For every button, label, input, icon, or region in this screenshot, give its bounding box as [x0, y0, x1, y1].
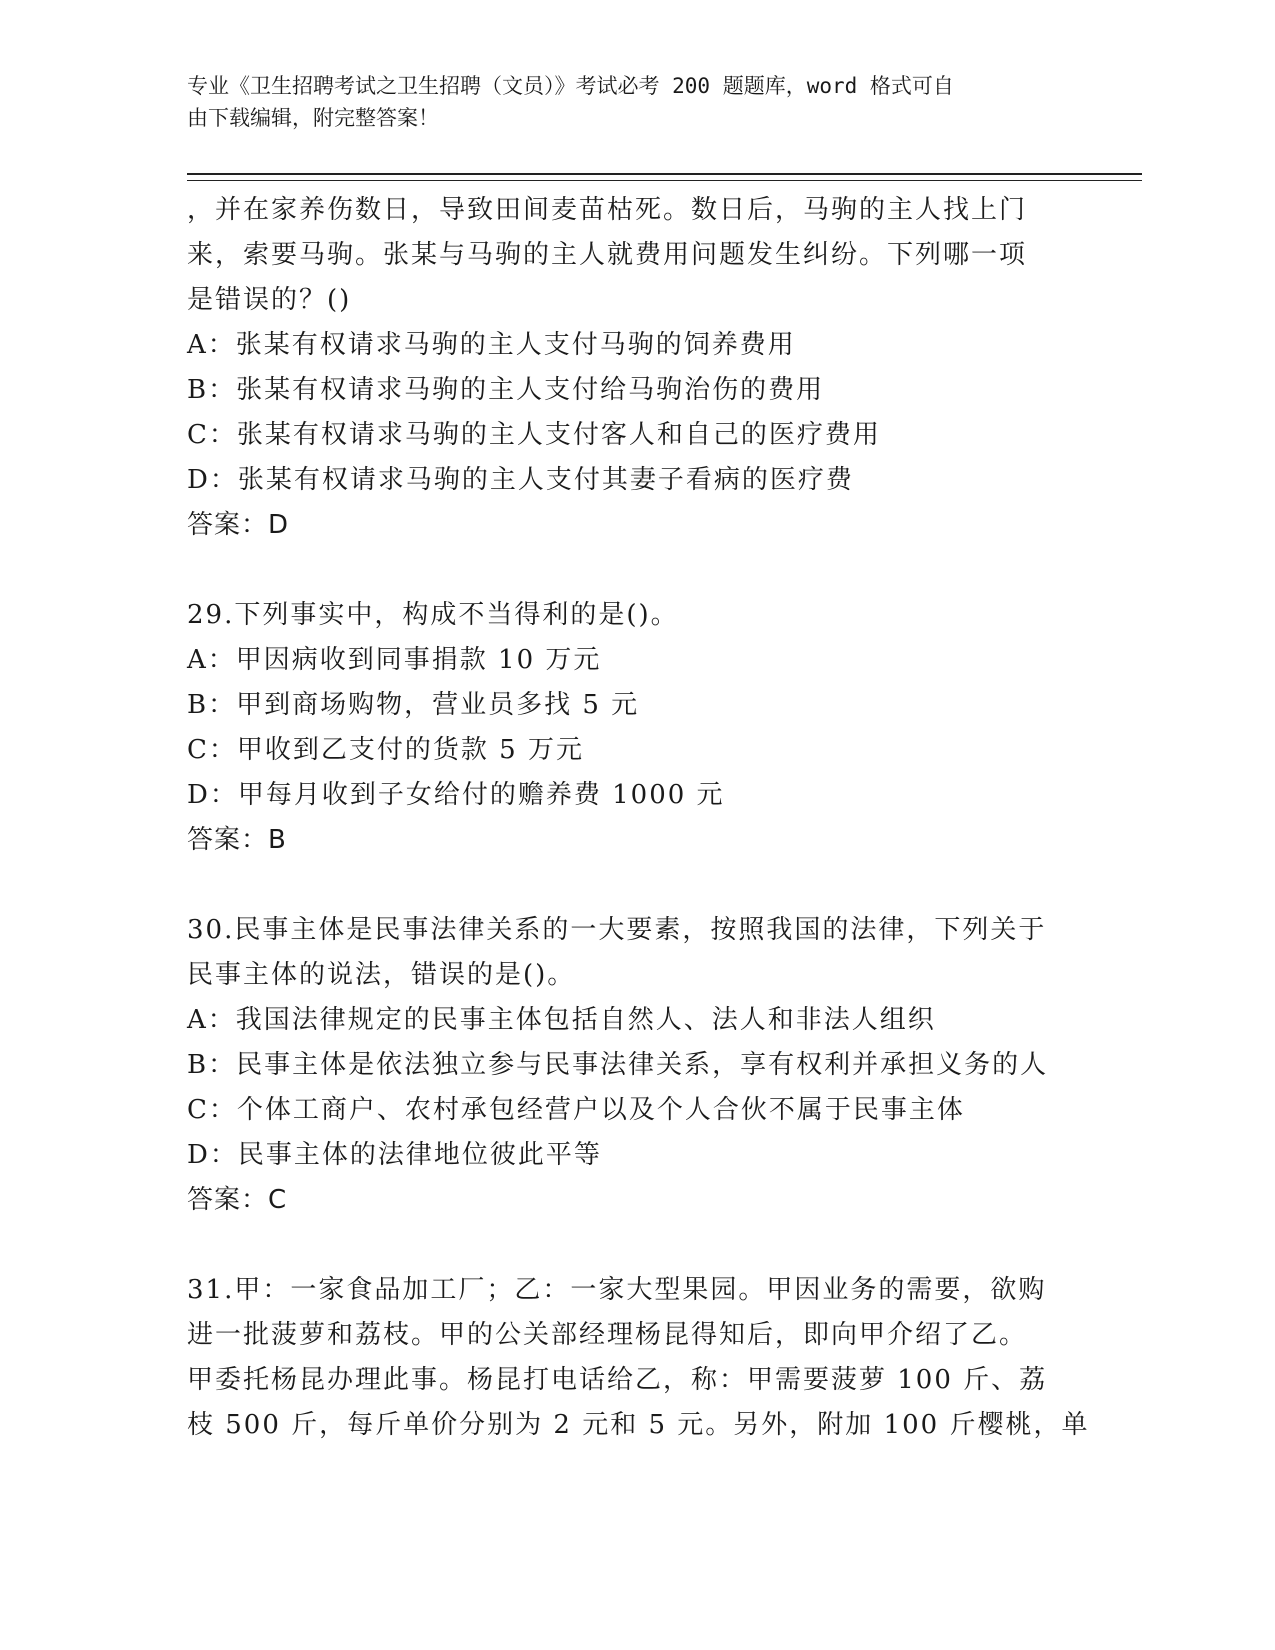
spacer	[187, 548, 1087, 593]
answer: 答案：D	[187, 510, 290, 540]
option-b: B：甲到商场购物，营业员多找 5 元	[187, 690, 640, 720]
spacer	[187, 863, 1087, 908]
question-29	[187, 593, 1087, 863]
option-b: B：民事主体是依法独立参与民事法律关系，享有权利并承担义务的人	[187, 1050, 1049, 1080]
question-stem-line: ，并在家养伤数日，导致田间麦苗枯死。数日后，马驹的主人找上门	[187, 195, 1028, 225]
spacer	[187, 1223, 1087, 1268]
option-c: C：个体工商户、农村承包经营户以及个人合伙不属于民事主体	[187, 1095, 965, 1125]
option-d: D：民事主体的法律地位彼此平等	[187, 1140, 602, 1170]
option-a: A：我国法律规定的民事主体包括自然人、法人和非法人组织	[187, 1005, 936, 1035]
question-stem-line: 来，索要马驹。张某与马驹的主人就费用问题发生纠纷。下列哪一项	[187, 240, 1028, 270]
option-b: B：张某有权请求马驹的主人支付给马驹治伤的费用	[187, 375, 825, 405]
option-a: A：张某有权请求马驹的主人支付马驹的饲养费用	[187, 330, 796, 360]
header-line: 专业《卫生招聘考试之卫生招聘（文员）》考试必考 200 题题库，word 格式可自	[187, 74, 954, 98]
question-stem-line: 进一批菠萝和荔枝。甲的公关部经理杨昆得知后，即向甲介绍了乙。	[187, 1320, 1028, 1350]
question-list	[187, 188, 1090, 1448]
option-d: D：张某有权请求马驹的主人支付其妻子看病的医疗费	[187, 465, 854, 495]
question-stem-line: 是错误的？()	[187, 285, 352, 315]
answer: 答案：C	[187, 1185, 288, 1215]
header-divider	[187, 180, 1142, 181]
answer: 答案：B	[187, 825, 287, 855]
question-28	[187, 188, 1087, 548]
question-stem-line: 甲委托杨昆办理此事。杨昆打电话给乙，称：甲需要菠萝 100 斤、荔	[187, 1365, 1048, 1395]
option-d: D：甲每月收到子女给付的赡养费 1000 元	[187, 780, 725, 810]
question-stem-line: 29.下列事实中，构成不当得利的是()。	[187, 600, 679, 630]
header-line: 由下载编辑，附完整答案！	[187, 106, 439, 130]
question-30	[187, 908, 1087, 1223]
question-stem-line: 31.甲：一家食品加工厂；乙：一家大型果园。甲因业务的需要，欲购	[187, 1275, 1047, 1305]
question-stem-line: 30.民事主体是民事法律关系的一大要素，按照我国的法律，下列关于	[187, 915, 1047, 945]
question-stem-line: 民事主体的说法，错误的是()。	[187, 960, 576, 990]
option-a: A：甲因病收到同事捐款 10 万元	[187, 645, 602, 675]
option-c: C：甲收到乙支付的货款 5 万元	[187, 735, 584, 765]
header-divider	[187, 173, 1142, 175]
document-header	[187, 70, 1087, 134]
option-c: C：张某有权请求马驹的主人支付客人和自己的医疗费用	[187, 420, 881, 450]
question-stem-line: 枝 500 斤，每斤单价分别为 2 元和 5 元。另外，附加 100 斤樱桃，单	[187, 1410, 1090, 1440]
question-31	[187, 1268, 1090, 1448]
